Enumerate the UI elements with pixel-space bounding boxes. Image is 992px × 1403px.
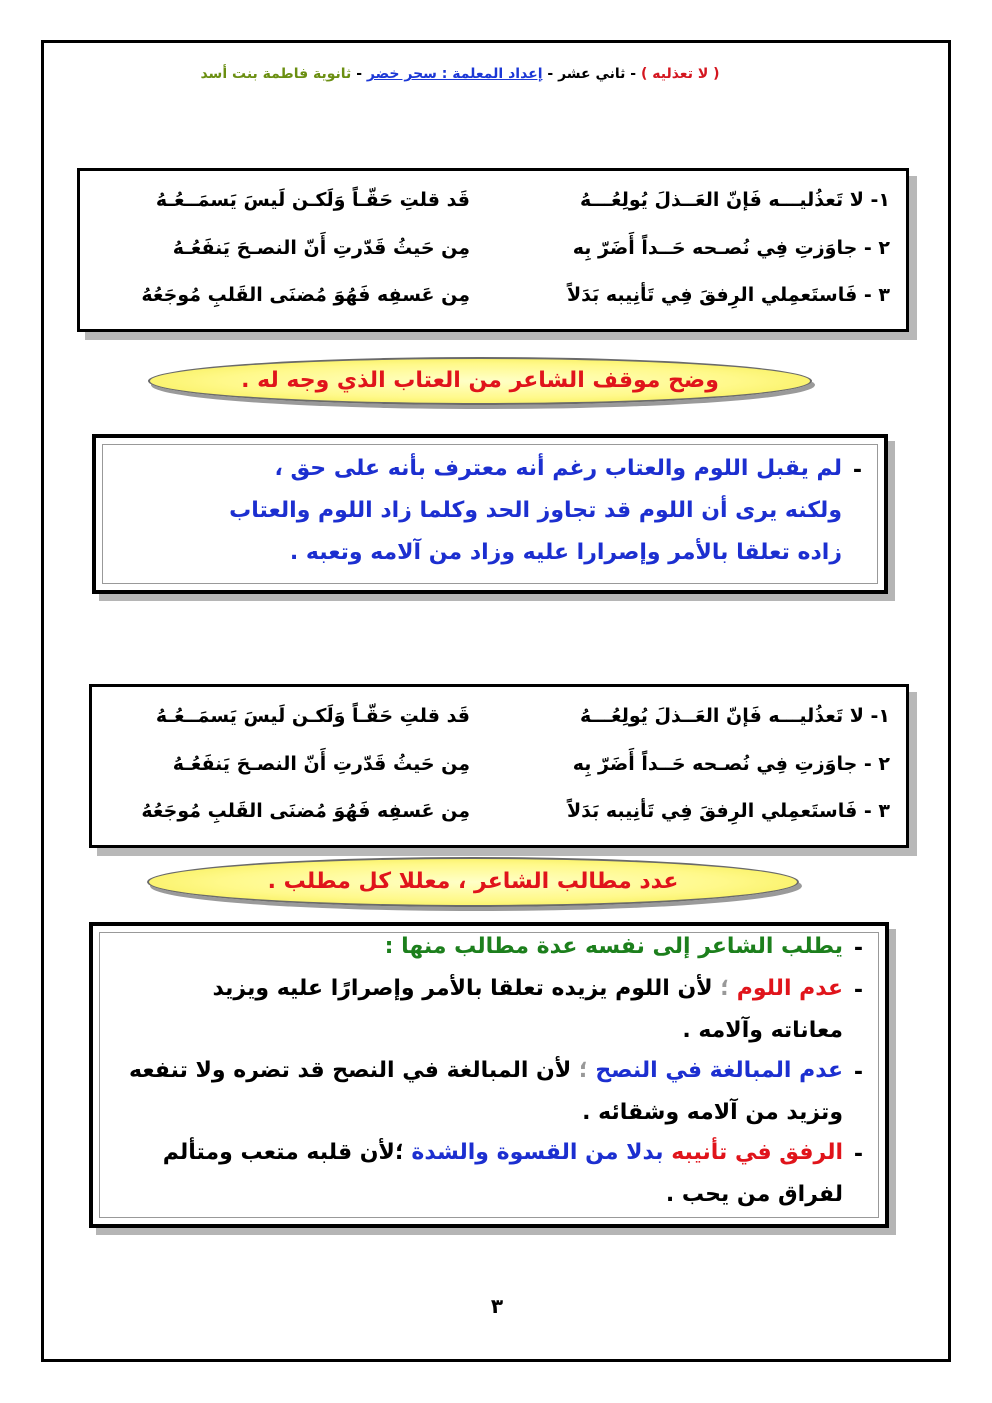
- verse-ajuz: مِن حَيثُ قَدّرتِ أَنّ النصـحَ يَنفَعُـهُ: [172, 237, 470, 259]
- verse-ajuz: مِن حَيثُ قَدّرتِ أَنّ النصـحَ يَنفَعُـهُ: [172, 753, 470, 775]
- item-1-title: عدم اللوم: [736, 976, 843, 1001]
- verse-sadr: ٢ - جاوَزتِ فِي نُصـحه حَــداً أَضَرّ بِه: [572, 753, 890, 775]
- verse-3: [96, 284, 890, 314]
- poem-box-1: [77, 168, 909, 332]
- verse-2: [96, 237, 890, 267]
- answer-2-item-1-cont: معاناته وآلامه .: [682, 1018, 843, 1043]
- verse-sadr: ٣ - فَاستَعمِلي الرِفقَ فِي تَأنِيبه بَدَلاً: [566, 800, 890, 822]
- answer-1-line-2: ولكنه يرى أن اللوم قد تجاوز الحد وكلما زاد اللوم والعتاب: [229, 498, 842, 523]
- item-3-title: الرفق في تأنيبه: [671, 1140, 843, 1165]
- header-grade: ثاني عشر: [558, 66, 626, 82]
- page-header: ( لا تعذليه ) - ثاني عشر - إعداد المعلمة : سحر خضر - ثانوية فاطمة بنت أسد: [200, 66, 720, 82]
- answer-box-2: - يطلب الشاعر إلى نفسه عدة مطالب منها : - عدم اللوم ؛ لأن اللوم يزيده تعلقا بالأمر وإصرارًا عليه ويزيد معاناته وآلامه . - عدم المبالغة في النصح ؛ لأن المبالغة في النصح قد تضره ولا تنفعه وتزيد من آلامه وشقائه . - الرفق في تأنيبه بدلا من القسوة والشدة ؛لأن قلبه متعب ومتألم لفراق من يحب .: [89, 922, 889, 1228]
- answer-2-item-3-cont: لفراق من يحب .: [665, 1182, 843, 1207]
- answer-2-item-3: [163, 1140, 843, 1165]
- answer-2-item-1: عدم اللوم ؛ لأن اللوم يزيده تعلقا بالأمر وإصرارًا عليه ويزيد: [212, 976, 843, 1001]
- poem-box-2: [89, 684, 909, 848]
- verse-sadr: ١- لا تَعذُليـــه فَإنّ العَــذلَ يُولِعُـــهُ: [580, 705, 890, 727]
- item-2-title: عدم المبالغة في النصح: [595, 1058, 843, 1083]
- verse-ajuz: مِن عَسفِه فَهُوَ مُضنَى القَلبِ مُوجَعُهُ: [141, 284, 470, 306]
- question-1: [148, 357, 812, 405]
- verse-2: [108, 753, 890, 783]
- header-lesson-title: ( لا تعذليه ): [640, 66, 720, 82]
- verse-ajuz: قَد قلتِ حَقّـاً وَلَكـن لَيسَ يَسمَــعُـهُ: [155, 189, 470, 211]
- verse-1: [108, 705, 890, 735]
- item-3-title-2: بدلا من القسوة والشدة: [411, 1140, 664, 1165]
- verse-ajuz: مِن عَسفِه فَهُوَ مُضنَى القَلبِ مُوجَعُهُ: [141, 800, 470, 822]
- verse-ajuz: قَد قلتِ حَقّـاً وَلَكـن لَيسَ يَسمَــعُـهُ: [155, 705, 470, 727]
- item-2-reason: لأن المبالغة في النصح قد تضره ولا تنفعه: [129, 1058, 572, 1083]
- answer-box-1: [92, 434, 888, 594]
- item-3-reason: ؛لأن قلبه متعب ومتألم: [162, 1140, 404, 1165]
- question-2: [147, 857, 799, 907]
- verse-1: [96, 189, 890, 219]
- question-2-text: عدد مطالب الشاعر ، معللا كل مطلب .: [267, 869, 679, 894]
- answer-2-item-2: عدم المبالغة في النصح ؛ لأن المبالغة في النصح قد تضره ولا تنفعه: [129, 1058, 843, 1083]
- item-1-reason: لأن اللوم يزيده تعلقا بالأمر وإصرارًا عليه ويزيد: [212, 976, 713, 1001]
- answer-2-item-2-cont: وتزيد من آلامه وشقائه .: [582, 1100, 843, 1125]
- answer-1-line-1: لم يقبل اللوم والعتاب رغم أنه معترف بأنه على حق ،: [274, 456, 842, 481]
- header-teacher: إعداد المعلمة : سحر خضر: [366, 66, 543, 82]
- verse-sadr: ١- لا تَعذُليـــه فَإنّ العَــذلَ يُولِعُـــهُ: [580, 189, 890, 211]
- verse-3: [108, 800, 890, 830]
- verse-sadr: ٣ - فَاستَعمِلي الرِفقَ فِي تَأنِيبه بَدَلاً: [566, 284, 890, 306]
- answer-1-bullet: -: [852, 458, 862, 483]
- verse-sadr: ٢ - جاوَزتِ فِي نُصـحه حَــداً أَضَرّ بِه: [572, 237, 890, 259]
- header-school: ثانوية فاطمة بنت أسد: [200, 66, 352, 82]
- answer-1-line-3: زاده تعلقا بالأمر وإصرارا عليه وزاد من آلامه وتعبه .: [289, 540, 842, 565]
- answer-2-intro: يطلب الشاعر إلى نفسه عدة مطالب منها :: [384, 934, 843, 959]
- page-number: ٣: [490, 1294, 504, 1318]
- question-1-text: وضح موقف الشاعر من العتاب الذي وجه له .: [241, 368, 719, 393]
